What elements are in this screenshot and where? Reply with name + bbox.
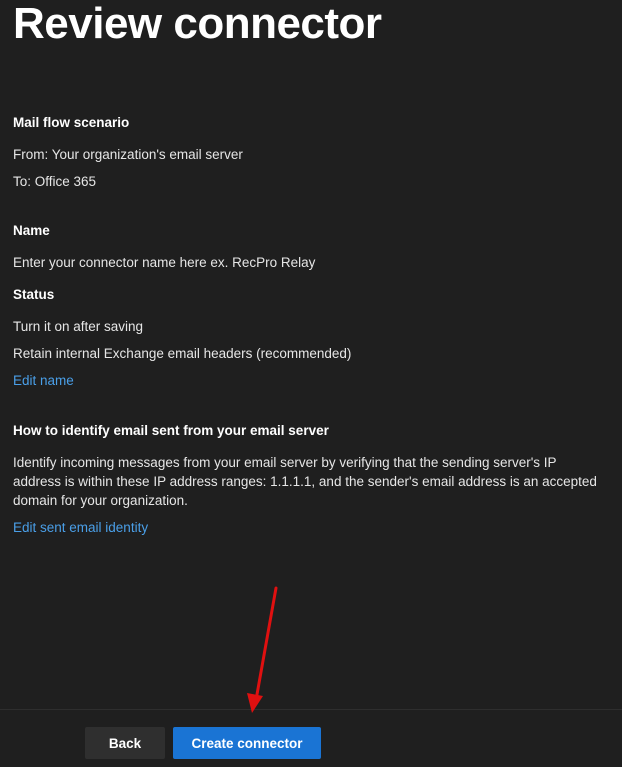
status-line-retain-headers: Retain internal Exchange email headers (recommended) (13, 346, 352, 361)
status-heading: Status (13, 287, 55, 302)
mail-flow-to: To: Office 365 (13, 174, 97, 189)
create-connector-button[interactable]: Create connector (173, 727, 321, 759)
status-line-turn-on: Turn it on after saving (13, 319, 144, 334)
page-title: Review connector (13, 0, 382, 48)
connector-name-value: Enter your connector name here ex. RecPro Relay (13, 255, 316, 270)
mail-flow-heading: Mail flow scenario (13, 115, 130, 130)
footer-bar (0, 709, 622, 767)
edit-sent-email-identity-link[interactable]: Edit sent email identity (13, 520, 149, 535)
identify-description: Identify incoming messages from your email server by verifying that the sending server's IP address is within these IP address ranges: 1.1.1.1, and the sender's email address is an accepted domain for your organization. (13, 455, 597, 508)
name-heading: Name (13, 223, 50, 238)
mail-flow-from: From: Your organization's email server (13, 147, 243, 162)
edit-name-link[interactable]: Edit name (13, 373, 74, 388)
back-button[interactable]: Back (85, 727, 165, 759)
identify-heading: How to identify email sent from your email server (13, 423, 329, 438)
